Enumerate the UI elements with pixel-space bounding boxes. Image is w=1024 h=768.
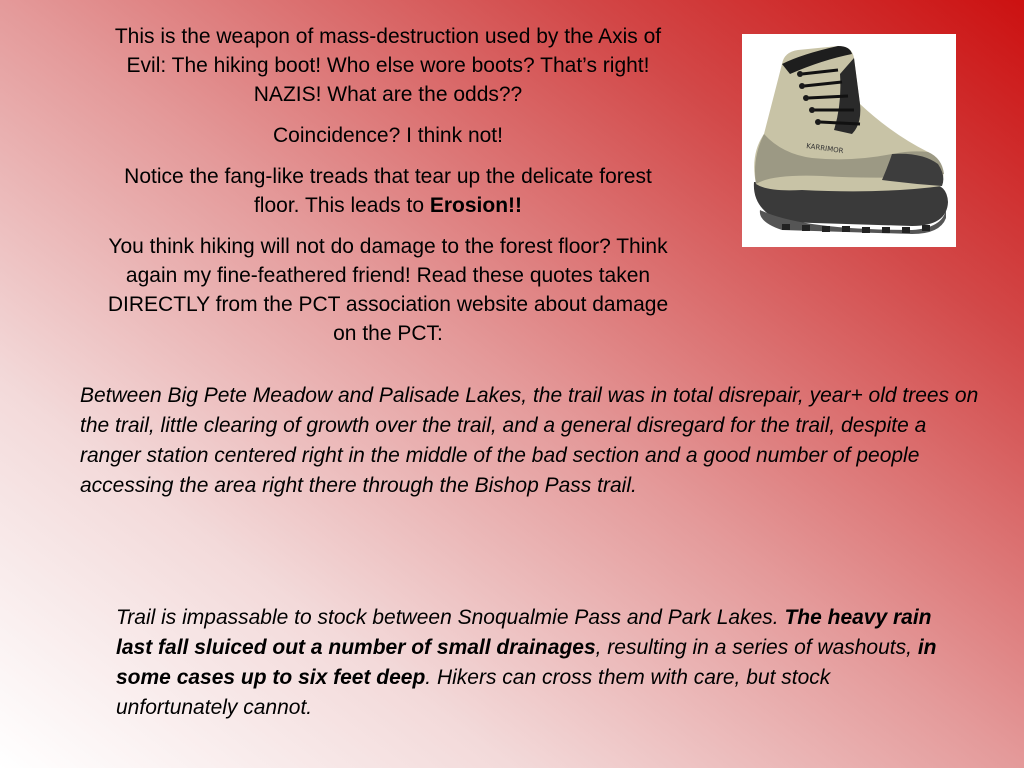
quote-2-part-2: , resulting in a series of washouts, bbox=[595, 636, 918, 659]
quote-2-part-1: Trail is impassable to stock between Snoqualmie Pass and Park Lakes. bbox=[116, 606, 785, 629]
boot-brand-text: KARRIMOR bbox=[805, 142, 844, 156]
intro-paragraph-1: This is the weapon of mass-destruction used by the Axis of Evil: The hiking boot! Who else wore boots? That’s right! NAZIS! What are the odds?? bbox=[114, 25, 662, 106]
intro-paragraph-2: Coincidence? I think not! bbox=[273, 124, 503, 147]
quote-2-bold-2: in some cases up to six feet deep bbox=[116, 636, 937, 689]
quote-snoqualmie-pass bbox=[116, 603, 946, 723]
quote-2-text bbox=[116, 603, 946, 723]
hiking-boot-icon bbox=[742, 34, 956, 247]
quote-2-bold-1: The heavy rain last fall sluiced out a number of small drainages bbox=[116, 606, 932, 659]
erosion-emphasis: Erosion!! bbox=[429, 194, 523, 217]
quote-1-text: Between Big Pete Meadow and Palisade Lakes, the trail was in total disrepair, year+ old trees on the trail, little clearing of growth over the trail, and a general disregard for the trail, despite a ranger station centered right in the middle of the bad section and a good number of people accessing the area right there through the Bishop Pass trail. bbox=[80, 384, 979, 497]
quote-2-part-3: . Hikers can cross them with care, but stock unfortunately cannot. bbox=[116, 666, 831, 719]
hiking-boot-image bbox=[742, 34, 956, 247]
quote-big-pete-meadow bbox=[80, 381, 980, 501]
intro-paragraph-3 bbox=[100, 162, 676, 220]
intro-paragraph-4: You think hiking will not do damage to the forest floor? Think again my fine-feathered friend! Read these quotes taken DIRECTLY from the PCT association website about damage on the PCT: bbox=[107, 235, 669, 345]
intro-paragraph-3-text: Notice the fang-like treads that tear up the delicate forest floor. This leads to bbox=[124, 165, 652, 217]
intro-text-block bbox=[100, 22, 676, 360]
